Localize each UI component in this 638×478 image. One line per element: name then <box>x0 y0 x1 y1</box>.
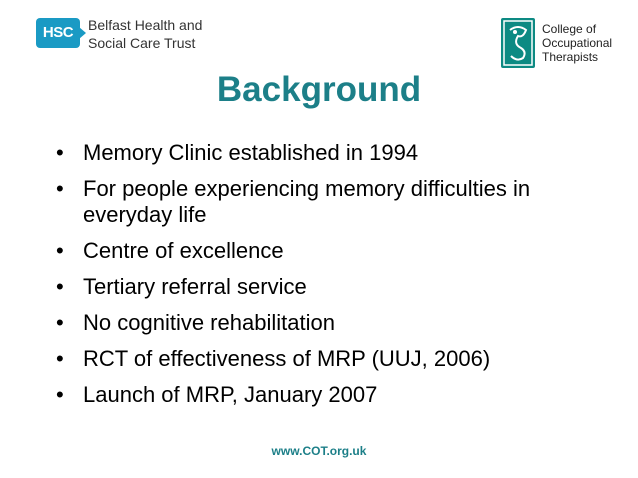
bullet-item <box>56 346 616 372</box>
footer-url: www.COT.org.uk <box>271 444 367 458</box>
bullet-marker: • <box>56 176 64 201</box>
bullet-item <box>56 176 616 228</box>
bullet-marker: • <box>56 382 64 407</box>
bullet-list <box>56 140 616 418</box>
bullet-marker: • <box>56 310 64 335</box>
bullet-text: For people experiencing memory difficulties in everyday life <box>83 176 531 227</box>
bullet-item <box>56 310 616 336</box>
cot-crest-icon <box>501 18 535 68</box>
bullet-marker: • <box>56 238 64 263</box>
bullet-text: Tertiary referral service <box>83 274 307 299</box>
bullet-item <box>56 382 616 408</box>
cot-name <box>542 22 632 64</box>
bullet-text: Memory Clinic established in 1994 <box>83 140 419 165</box>
bullet-text: Centre of excellence <box>83 238 284 263</box>
cot-logo <box>497 18 627 72</box>
bullet-item <box>56 140 616 166</box>
slide-title: Background <box>216 70 422 109</box>
hsc-logo <box>36 16 256 56</box>
hsc-trust-name <box>88 16 258 52</box>
bullet-text: No cognitive rehabilitation <box>83 310 335 335</box>
bullet-marker: • <box>56 140 64 165</box>
hsc-name-line-2: Social Care Trust <box>88 35 196 51</box>
bullet-item <box>56 274 616 300</box>
hsc-name-line-1: Belfast Health and <box>88 17 203 33</box>
bullet-text: RCT of effectiveness of MRP (UUJ, 2006) <box>83 346 491 371</box>
cot-name-line-2: Occupational <box>542 36 613 50</box>
bullet-marker: • <box>56 274 64 299</box>
bullet-item <box>56 238 616 264</box>
bullet-marker: • <box>56 346 64 371</box>
bullet-text: Launch of MRP, January 2007 <box>83 382 378 407</box>
cot-name-line-1: College of <box>542 22 597 36</box>
cot-name-line-3: Therapists <box>542 50 599 64</box>
hsc-badge: HSC <box>36 18 80 48</box>
